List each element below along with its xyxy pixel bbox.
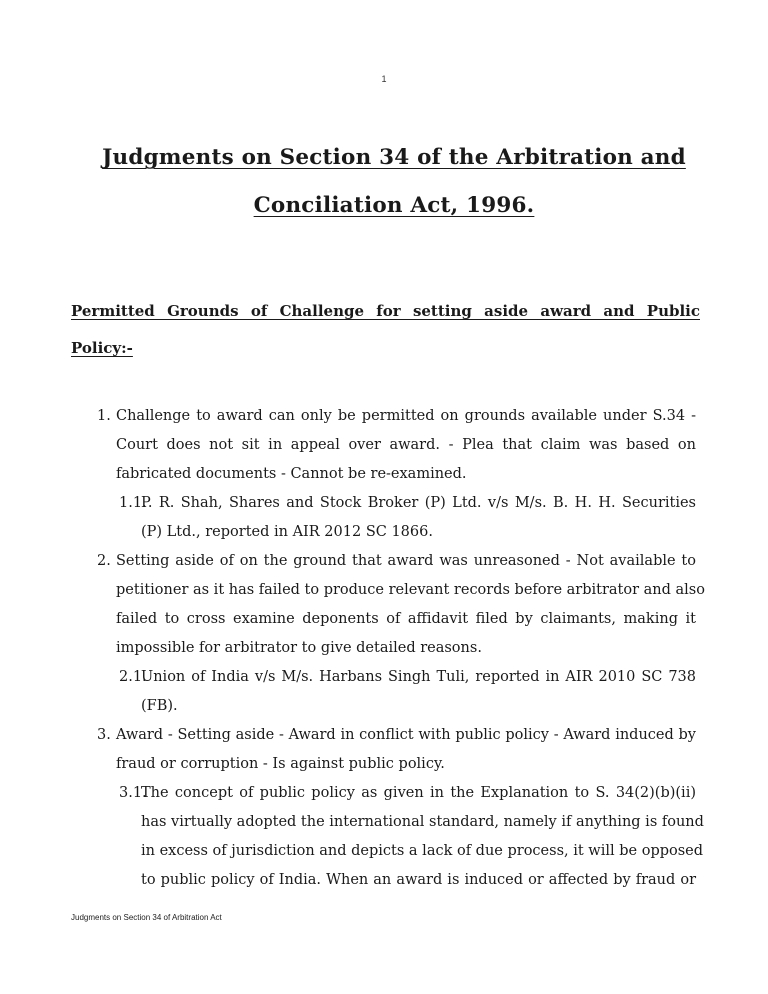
list-item-text: fraud or corruption - Is against public policy. [116,756,445,772]
sub-item-3-1 [119,779,704,895]
list-item-number: 3. [97,727,111,743]
sub-item-text: Union of India v/s M/s. Harbans Singh Tuli, reported in AIR 2010 SC 738 [141,669,696,685]
sub-item-text: (P) Ltd., reported in AIR 2012 SC 1866. [141,524,433,540]
sub-item-text: The concept of public policy as given in the Explanation to S. 34(2)(b)(ii) [141,785,696,801]
sub-item-1-1 [119,489,696,547]
list-item-3 [97,721,696,779]
list-item-number: 1. [97,408,111,424]
list-item-text: Court does not sit in appeal over award. - Plea that claim was based on [116,437,696,453]
list-item-1 [97,402,696,489]
page-number: 1 [381,74,387,84]
sub-item-number: 3.1. [119,785,147,801]
sub-item-2-1 [119,663,696,721]
list-item-text: failed to cross examine deponents of affidavit filed by claimants, making it [116,611,696,627]
list-item-text: Award - Setting aside - Award in conflict with public policy - Award induced by [116,727,696,743]
section-heading-line-1: Permitted Grounds of Challenge for setting aside award and Public [71,302,700,320]
sub-item-text: to public policy of India. When an award is induced or affected by fraud or [141,872,696,888]
list-item-text: petitioner as it has failed to produce relevant records before arbitrator and also [116,582,705,598]
document-title-line-2: Conciliation Act, 1996. [253,193,535,218]
sub-item-text: P. R. Shah, Shares and Stock Broker (P) Ltd. v/s M/s. B. H. H. Securities [141,495,696,511]
sub-item-number: 2.1. [119,669,147,685]
list-item-text: Setting aside of on the ground that award was unreasoned - Not available to [116,553,696,569]
sub-item-text: has virtually adopted the international standard, namely if anything is found [141,814,704,830]
list-item-number: 2. [97,553,111,569]
page-footer: Judgments on Section 34 of Arbitration Act [71,913,222,922]
sub-item-text: in excess of jurisdiction and depicts a lack of due process, it will be opposed [141,843,704,859]
list-item-2 [97,547,705,663]
list-item-text: Challenge to award can only be permitted on grounds available under S.34 - [116,408,696,424]
sub-item-number: 1.1. [119,495,147,511]
sub-item-text: (FB). [141,698,178,714]
section-heading-line-2: Policy:- [71,339,133,357]
document-title-line-1: Judgments on Section 34 of the Arbitration and [102,145,686,170]
list-item-text: fabricated documents - Cannot be re-examined. [116,466,467,482]
list-item-text: impossible for arbitrator to give detailed reasons. [116,640,482,656]
